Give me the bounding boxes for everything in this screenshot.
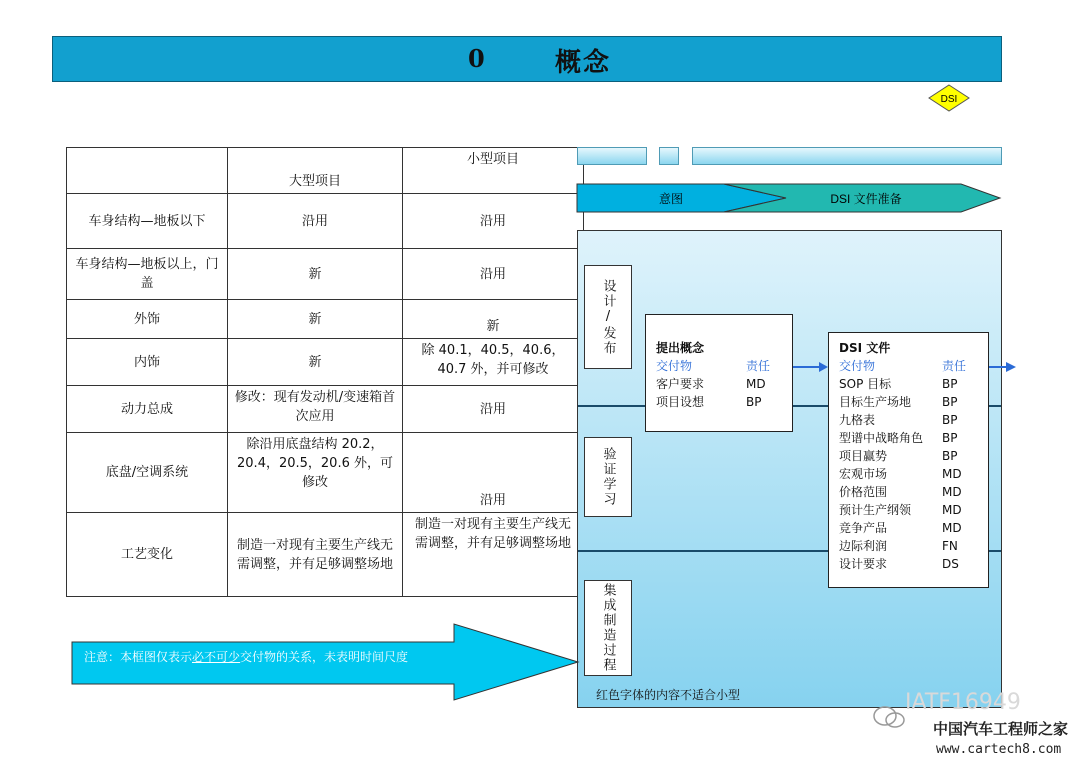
watermark-ghost-text: IATF16949 [905, 690, 1021, 715]
swimlane-label-validation: 验证学习 [584, 437, 632, 517]
note-suffix: 交付物的关系，未表明时间尺度 [240, 650, 409, 664]
table-row [67, 249, 584, 300]
table-cell: 新 [228, 249, 403, 300]
deliverable-col-header: 交付物 [839, 359, 876, 373]
phase-strip [659, 147, 679, 165]
list-item [829, 393, 988, 411]
deliverable-name: 九格表 [839, 413, 876, 427]
concept-box [645, 314, 793, 432]
table-header-row [67, 148, 584, 194]
table-cell: 沿用 [403, 386, 584, 433]
table-row [67, 513, 584, 597]
concept-box-header-row [646, 357, 792, 375]
list-item [829, 537, 988, 555]
dsi-box-title: DSI 文件 [839, 341, 891, 355]
list-item [646, 375, 792, 393]
list-item [646, 393, 792, 411]
deliverable-name: 设计要求 [839, 557, 888, 571]
deliverable-name: 预计生产纲领 [839, 503, 912, 517]
page-title: 概念 [555, 48, 612, 78]
deliverable-owner: BP [942, 413, 958, 427]
table-cell: 制造一对现有主要生产线无需调整，并有足够调整场地 [228, 513, 403, 597]
list-item [829, 555, 988, 573]
comparison-table [66, 147, 584, 597]
watermark-name: 中国汽车工程师之家 [933, 720, 1069, 738]
deliverable-owner: BP [942, 377, 958, 391]
deliverable-name: 价格范围 [839, 485, 888, 499]
list-item [829, 375, 988, 393]
phase-intent-label: 意图 [658, 192, 684, 206]
swimlane-label-design: 设计/发布 [584, 265, 632, 369]
deliverable-owner: MD [942, 467, 962, 481]
table-header-cell: 大型项目 [228, 148, 403, 194]
table-cell: 新 [403, 300, 584, 339]
dsi-box-header-row [829, 357, 988, 375]
phase-dsi-prep-label: DSI 文件准备 [830, 192, 902, 206]
note-underlined: 必不可少 [192, 650, 241, 664]
area-note: 红色字体的内容不适合小型 [596, 688, 741, 702]
deliverable-name: 竞争产品 [839, 521, 888, 535]
list-item [829, 483, 988, 501]
table-header-cell [67, 148, 228, 194]
deliverable-name: 边际利润 [839, 539, 888, 553]
table-cell: 沿用 [403, 433, 584, 513]
owner-col-header: 责任 [942, 359, 967, 373]
deliverable-owner: BP [746, 395, 762, 409]
deliverable-name: 宏观市场 [839, 467, 888, 481]
table-row [67, 386, 584, 433]
deliverable-name: 客户要求 [656, 377, 705, 391]
table-cell: 新 [228, 300, 403, 339]
table-row [67, 339, 584, 386]
table-row [67, 194, 584, 249]
deliverable-owner: MD [942, 503, 962, 517]
list-item [829, 465, 988, 483]
milestone-label: DSI [940, 94, 958, 105]
deliverable-owner: DS [942, 557, 959, 571]
deliverable-owner: BP [942, 449, 958, 463]
table-cell: 新 [228, 339, 403, 386]
list-item [829, 429, 988, 447]
swimlane-label-manufacturing: 集成制造过程 [584, 580, 632, 676]
note-arrow-text [84, 648, 408, 665]
table-cell: 沿用 [403, 249, 584, 300]
table-cell: 制造一对现有主要生产线无需调整，并有足够调整场地 [403, 513, 584, 597]
table-cell: 内饰 [67, 339, 228, 386]
deliverable-owner: BP [942, 431, 958, 445]
deliverable-name: 目标生产场地 [839, 395, 912, 409]
deliverable-name: SOP 目标 [839, 377, 892, 391]
deliverable-owner: FN [942, 539, 958, 553]
section-number: 0 [468, 44, 485, 73]
phase-strip [692, 147, 1002, 165]
phase-strip [577, 147, 647, 165]
deliverable-name: 项目赢势 [839, 449, 888, 463]
list-item [829, 501, 988, 519]
title-bar [52, 36, 1002, 82]
phase-chevrons [576, 183, 1004, 213]
table-cell: 除 40.1，40.5，40.6，40.7 外，并可修改 [403, 339, 584, 386]
table-cell: 沿用 [403, 194, 584, 249]
list-item [829, 519, 988, 537]
table-cell: 底盘/空调系统 [67, 433, 228, 513]
deliverable-col-header: 交付物 [656, 359, 693, 373]
deliverable-name: 项目设想 [656, 395, 705, 409]
note-prefix: 注意：本框图仅表示 [84, 650, 193, 664]
table-cell: 车身结构—地板以下 [67, 194, 228, 249]
deliverable-name: 型谱中战略角色 [839, 431, 924, 445]
table-row [67, 433, 584, 513]
deliverable-owner: BP [942, 395, 958, 409]
deliverable-owner: MD [942, 521, 962, 535]
dsi-document-box [828, 332, 989, 588]
note-arrow-shape [70, 622, 582, 712]
concept-box-title: 提出概念 [656, 341, 705, 355]
table-cell: 除沿用底盘结构 20.2，20.4，20.5，20.6 外，可修改 [228, 433, 403, 513]
watermark-url: www.cartech8.com [936, 742, 1062, 757]
deliverable-owner: MD [746, 377, 766, 391]
table-header-cell: 小型项目 [403, 148, 584, 194]
table-cell: 车身结构—地板以上，门盖 [67, 249, 228, 300]
flow-arrow-out-icon [989, 360, 1017, 374]
table-row [67, 300, 584, 339]
wechat-logo-icon [872, 704, 906, 730]
dsi-milestone-diamond-icon [928, 84, 970, 112]
deliverable-owner: MD [942, 485, 962, 499]
list-item [829, 411, 988, 429]
table-cell: 动力总成 [67, 386, 228, 433]
owner-col-header: 责任 [746, 359, 771, 373]
list-item [829, 447, 988, 465]
table-cell: 外饰 [67, 300, 228, 339]
table-cell: 修改：现有发动机/变速箱首次应用 [228, 386, 403, 433]
table-cell: 沿用 [228, 194, 403, 249]
table-cell: 工艺变化 [67, 513, 228, 597]
flow-arrow-icon [793, 360, 829, 374]
